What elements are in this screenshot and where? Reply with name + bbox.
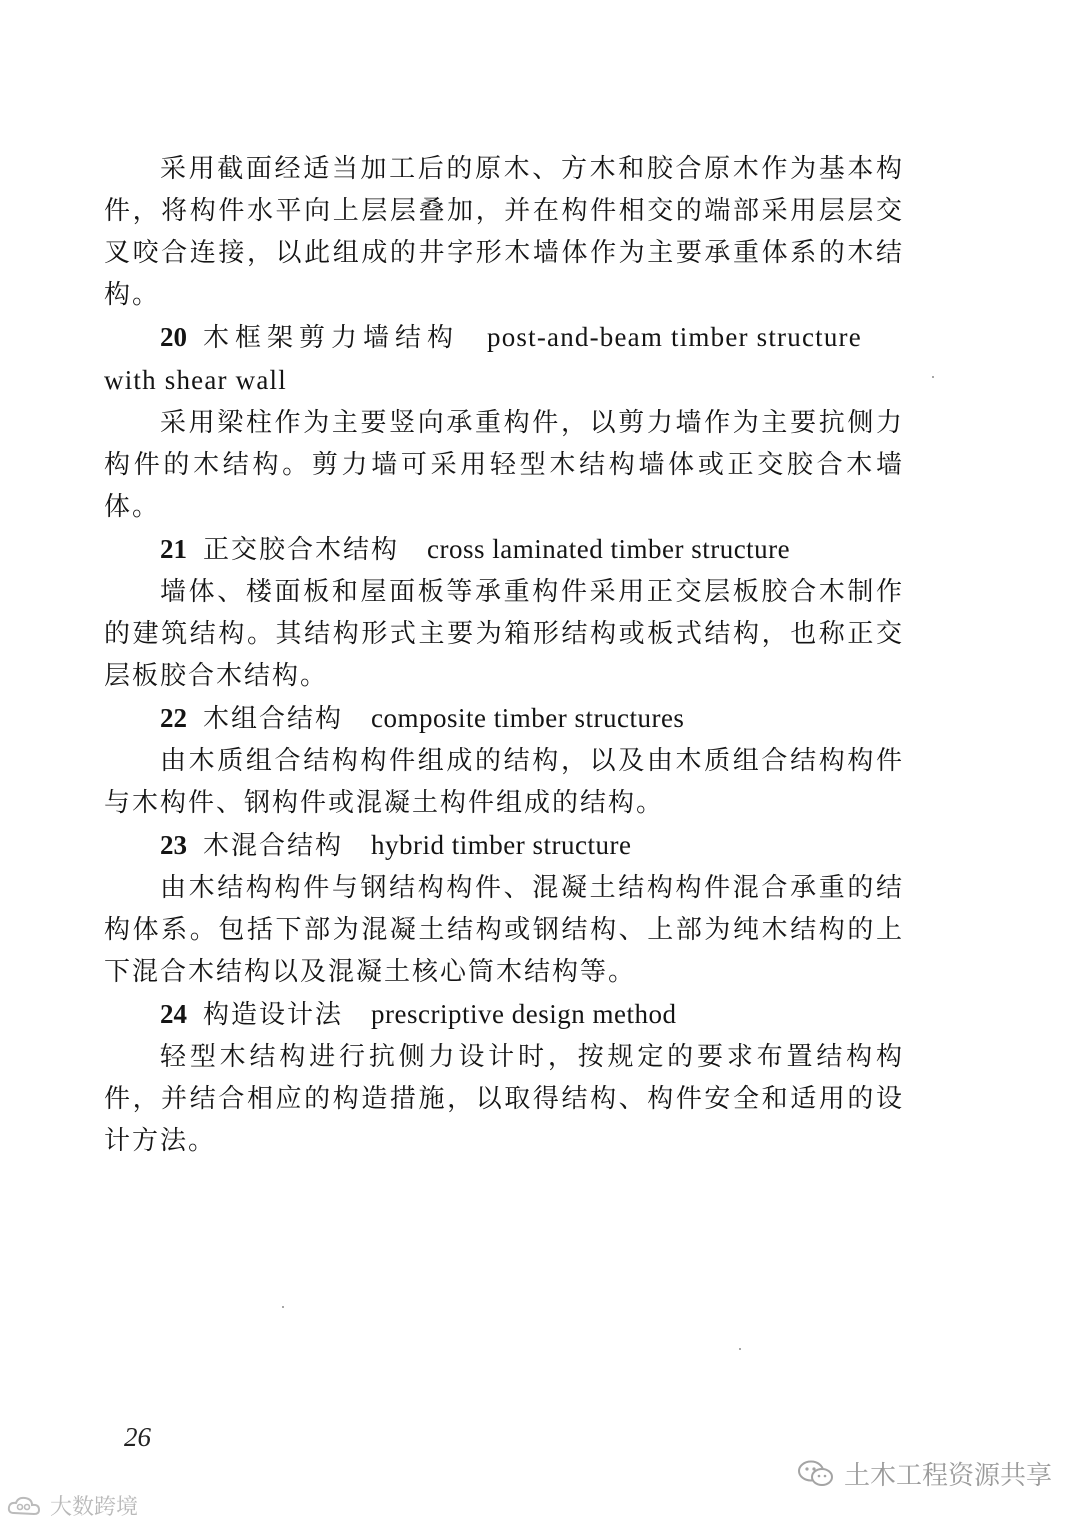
term-chinese: 正交胶合木结构 (203, 535, 400, 565)
scan-speck (282, 1306, 284, 1308)
term-definition-20: 采用梁柱作为主要竖向承重构件，以剪力墙作为主要抗侧力构件的木结构。剪力墙可采用轻型木结构墙体或正交胶合木墙体。 (104, 408, 904, 522)
term-heading-24 (104, 993, 904, 1036)
term-number: 24 (160, 999, 187, 1029)
term-english: post-and-beam timber structure with shear wall (104, 322, 862, 395)
term-definition-24: 轻型木结构进行抗侧力设计时，按规定的要求布置结构构件，并结合相应的构造措施，以取得结构、构件安全和适用的设计方法。 (104, 1042, 904, 1156)
wechat-watermark (796, 1455, 1052, 1492)
term-number: 20 (160, 322, 187, 352)
page-number: 26 (124, 1422, 151, 1452)
term-english: cross laminated timber structure (427, 534, 791, 564)
document-body (104, 148, 904, 1162)
wechat-icon (796, 1459, 836, 1489)
term-definition-21: 墙体、楼面板和屋面板等承重构件采用正交层板胶合木制作的建筑结构。其结构形式主要为箱形结构或板式结构，也称正交层板胶合木结构。 (104, 577, 904, 691)
term-chinese: 木框架剪力墙结构 (203, 323, 460, 353)
scan-speck (932, 376, 934, 378)
scan-speck (739, 1348, 741, 1350)
term-definition-22: 由木质组合结构构件组成的结构，以及由木质组合结构构件与木构件、钢构件或混凝土构件组成的结构。 (104, 746, 904, 818)
wechat-account-name: 土木工程资源共享 (843, 1461, 1052, 1491)
term-english: hybrid timber structure (371, 830, 632, 860)
term-heading-22 (104, 697, 904, 740)
term-english: composite timber structures (371, 703, 685, 733)
term-heading-21 (104, 528, 904, 571)
term-heading-23 (104, 824, 904, 867)
term-chinese: 木组合结构 (203, 704, 344, 734)
intro-paragraph: 采用截面经适当加工后的原木、方木和胶合原木作为基本构件，将构件水平向上层层叠加，并在构件相交的端部采用层层交叉咬合连接，以此组成的井字形木墙体作为主要承重体系的木结构。 (104, 154, 904, 310)
term-heading-20 (104, 316, 904, 402)
term-number: 22 (160, 703, 187, 733)
cloud-logo-icon (6, 1493, 46, 1519)
corner-watermark (6, 1490, 138, 1521)
term-chinese: 木混合结构 (203, 831, 344, 861)
term-definition-23: 由木结构构件与钢结构构件、混凝土结构构件混合承重的结构体系。包括下部为混凝土结构或钢结构、上部为纯木结构的上下混合木结构以及混凝土核心筒木结构等。 (104, 873, 904, 987)
term-number: 21 (160, 534, 187, 564)
corner-watermark-text: 大数跨境 (50, 1495, 139, 1520)
term-english: prescriptive design method (371, 999, 677, 1029)
term-number: 23 (160, 830, 187, 860)
term-chinese: 构造设计法 (203, 1000, 344, 1030)
